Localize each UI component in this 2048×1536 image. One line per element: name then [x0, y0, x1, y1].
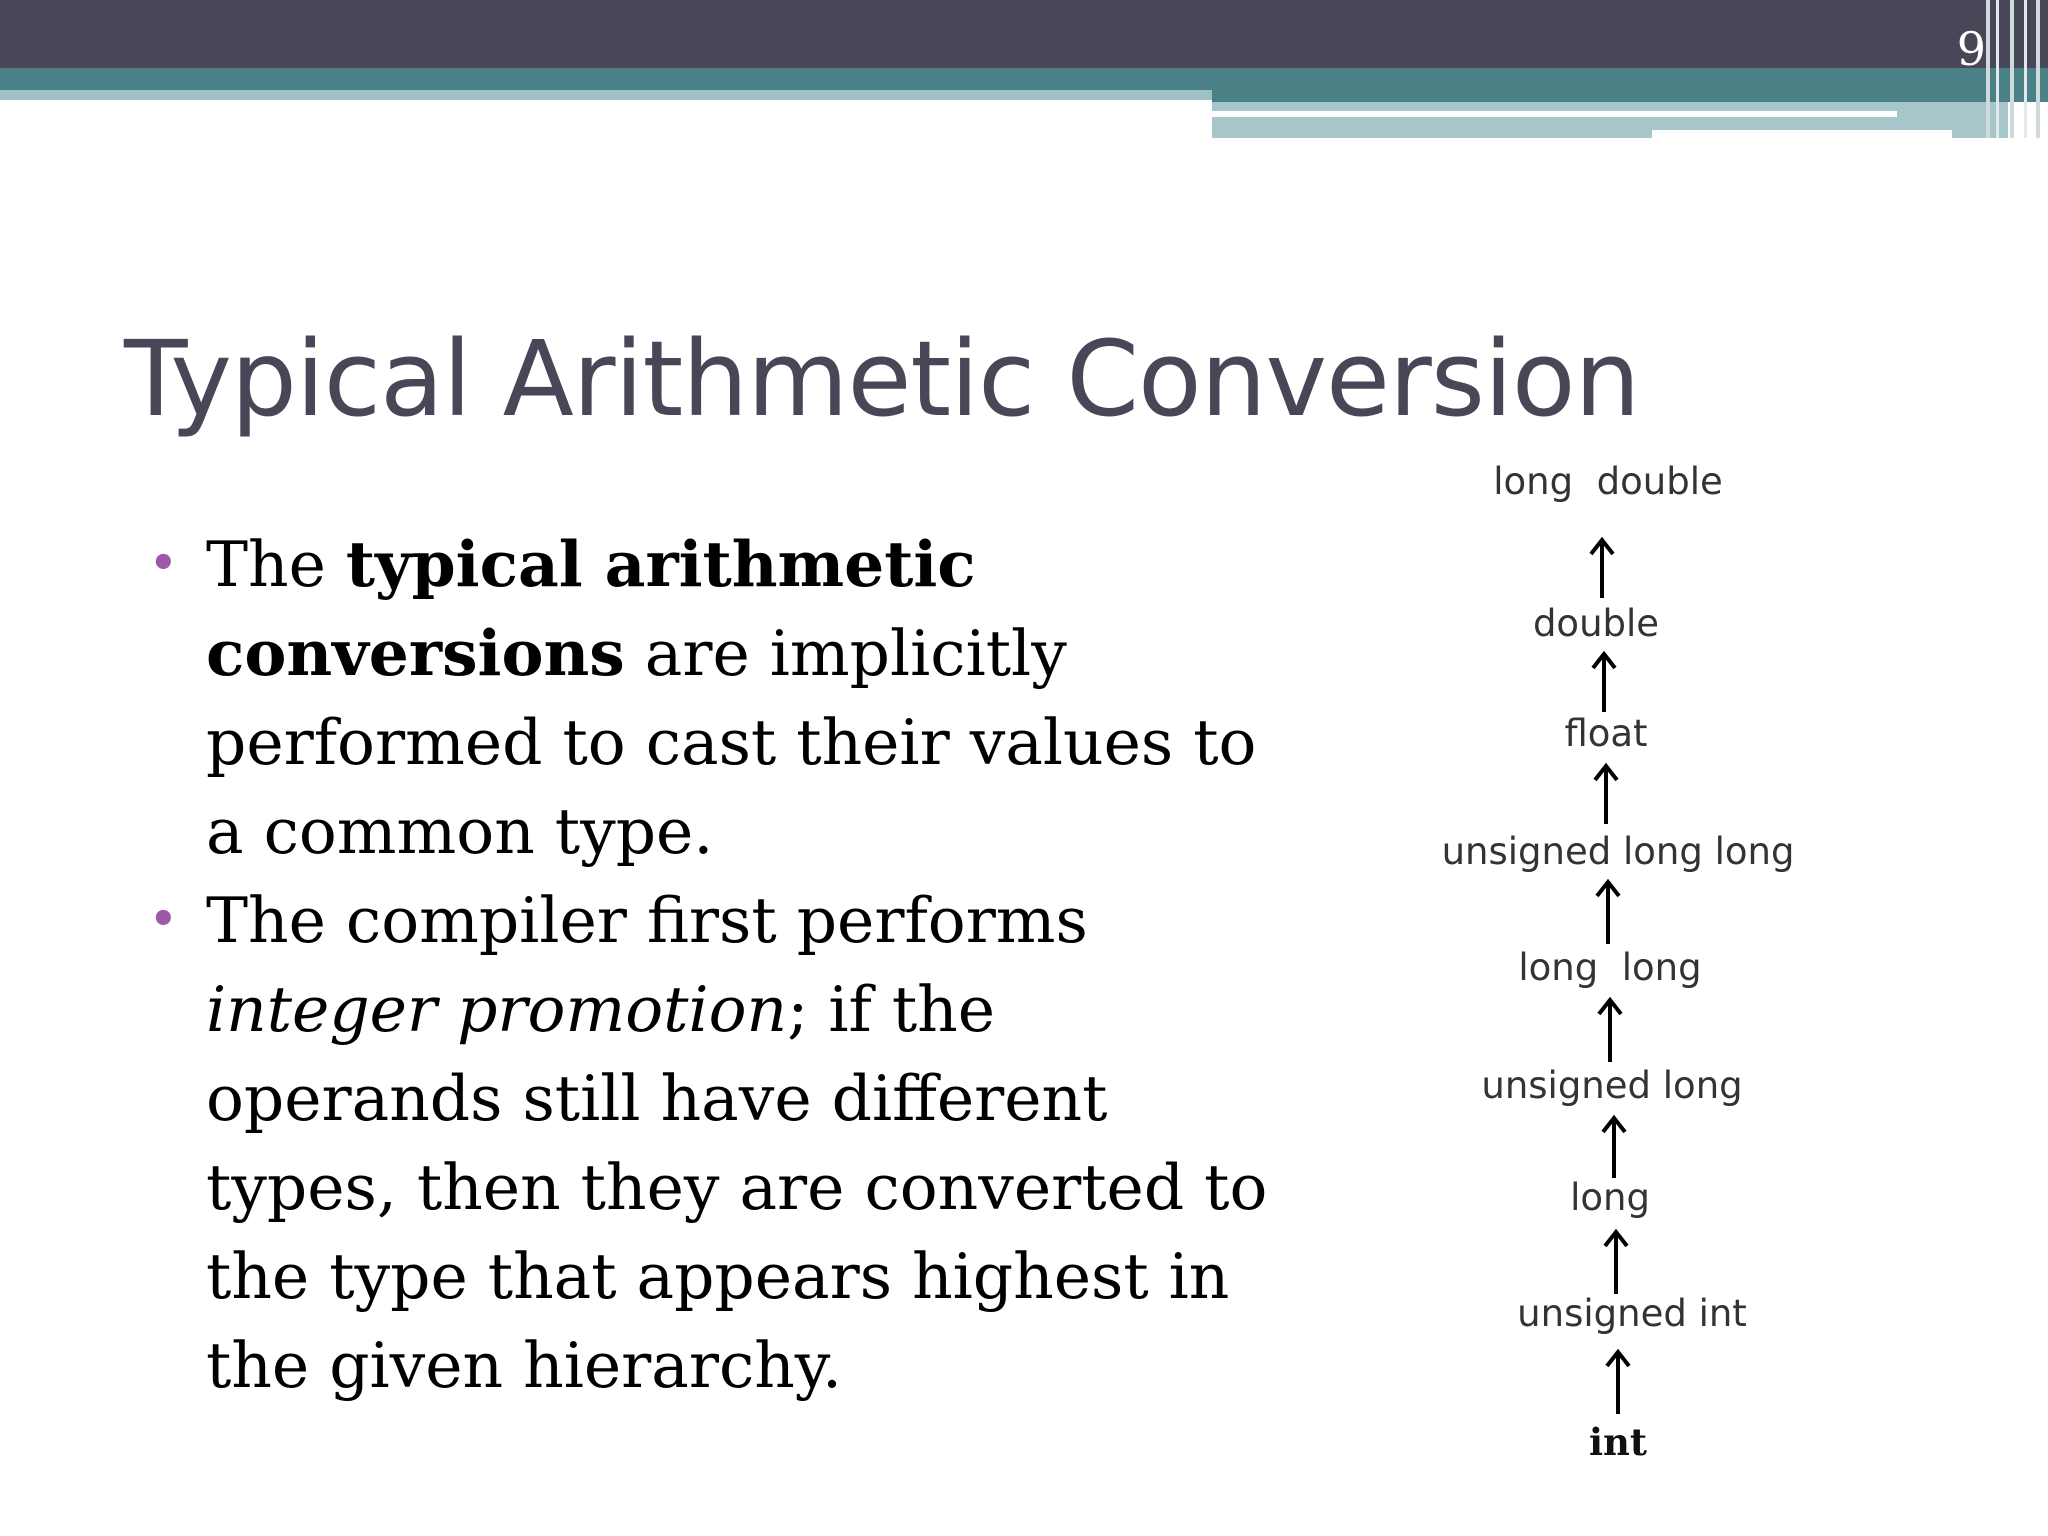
bullet-text-segment: ; if the operands still have different types, then they are converted to the type that appears highest in the given hierarchy. [206, 973, 1268, 1402]
hierarchy-level-float: float [1564, 712, 1648, 755]
header-stripe [2024, 0, 2027, 138]
up-arrow-icon [1587, 536, 1617, 600]
header-white-line [1212, 111, 1897, 117]
up-arrow-icon [1591, 762, 1621, 826]
header-band-teal [0, 68, 2048, 90]
hierarchy-level-unsigned-long-long: unsigned long long [1441, 830, 1795, 873]
bullet-item [148, 520, 1308, 876]
bullet-list [148, 520, 1308, 1410]
header-band-dark [0, 0, 2048, 68]
hierarchy-level-double: double [1532, 602, 1660, 645]
up-arrow-icon [1601, 1228, 1631, 1296]
up-arrow-icon [1595, 996, 1625, 1064]
hierarchy-level-int: int [1588, 1420, 1648, 1464]
type-hierarchy-diagram [1420, 460, 1820, 1470]
bullet-text-segment: are implicitly performed to cast their values to a common type. [206, 617, 1257, 868]
hierarchy-level-unsigned-long: unsigned long [1481, 1064, 1743, 1107]
hierarchy-level-long-double: long double [1493, 460, 1723, 503]
bullet-dot-icon: • [148, 890, 179, 950]
header-stripe [2010, 0, 2014, 138]
header-stripe [1996, 0, 1999, 138]
bullet-text-italic: integer promotion [206, 973, 788, 1046]
up-arrow-icon [1603, 1348, 1633, 1416]
page-number: 9 [1956, 22, 1986, 76]
up-arrow-icon [1593, 878, 1623, 946]
bullet-dot-icon: • [148, 534, 179, 594]
header-white-line-lower [1652, 130, 1952, 138]
header-stripe [1986, 0, 1990, 138]
bullet-text-segment: The [206, 528, 346, 601]
header-stripe [2036, 0, 2040, 138]
slide-title: Typical Arithmetic Conversion [124, 318, 1640, 440]
hierarchy-level-unsigned-int: unsigned int [1517, 1292, 1747, 1335]
header-band-light-left [0, 90, 1212, 100]
up-arrow-icon [1599, 1114, 1629, 1180]
hierarchy-level-long: long [1570, 1176, 1650, 1219]
header-band-teal-right [1212, 90, 2048, 102]
up-arrow-icon [1589, 650, 1619, 714]
bullet-text-segment: The compiler first performs [206, 884, 1088, 957]
hierarchy-level-long-long: long long [1518, 946, 1702, 989]
bullet-item [148, 876, 1308, 1410]
bullet-text-bold: typical arithmetic conversions [206, 527, 976, 690]
